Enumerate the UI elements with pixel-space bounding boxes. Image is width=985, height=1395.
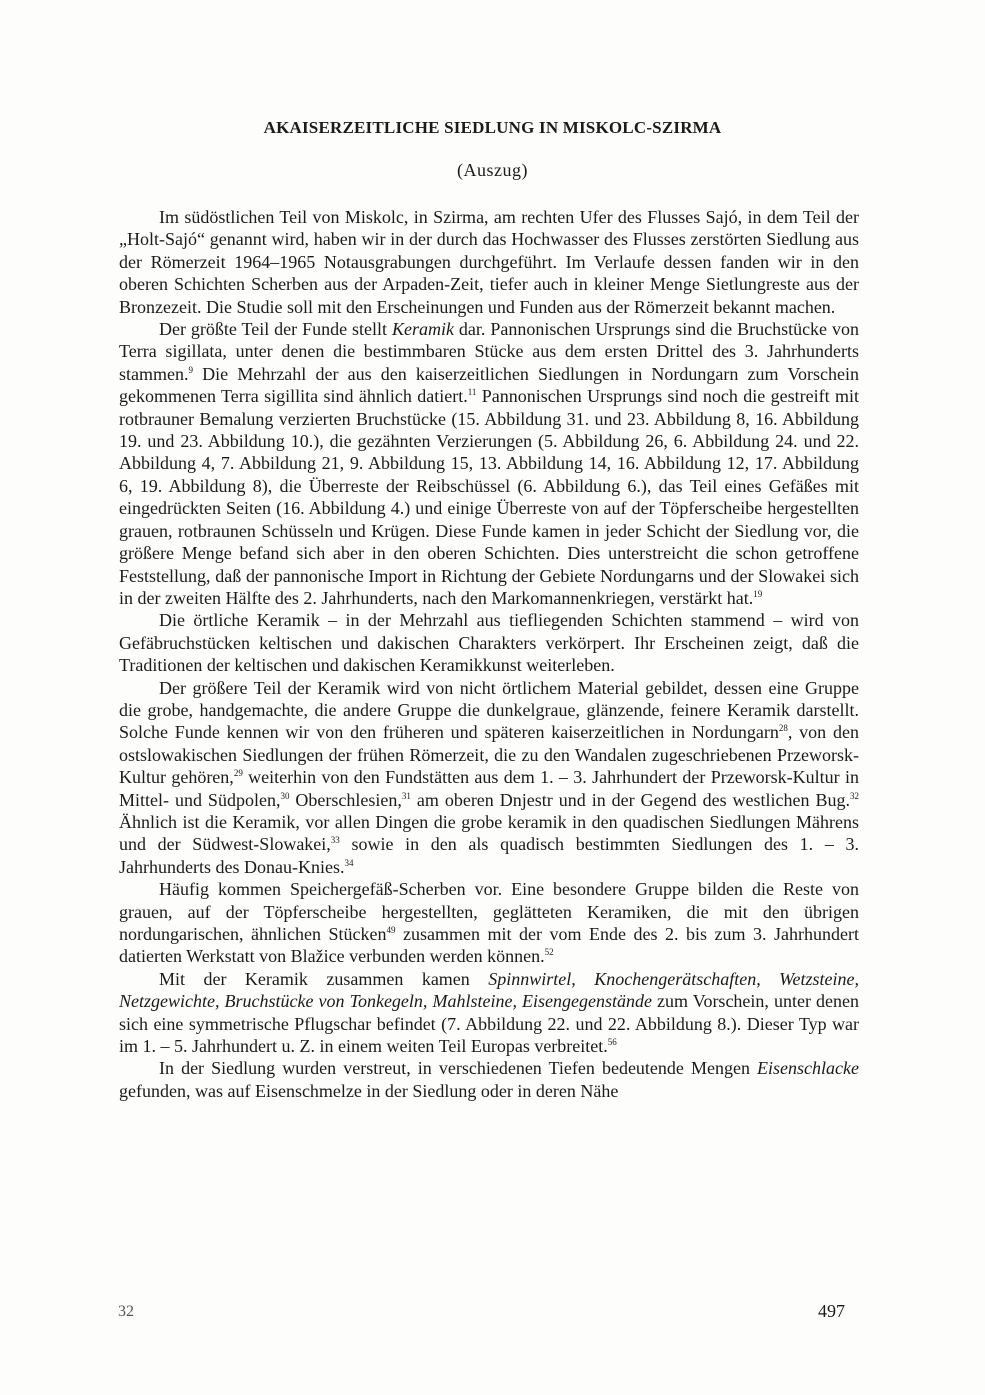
footnote-ref: 56 <box>607 1037 617 1048</box>
text-run: Der größere Teil der Keramik wird von nicht örtlichem Material gebildet, dessen eine Gruppe die grobe, handgemachte, die andere Gruppe die dunkelgraue, glänzende, feinere Keramik darstellt. Solche Funde kennen wir von den früheren und späteren kaiserzeitlichen in Nordungarn <box>119 677 859 743</box>
text-run: zusammen mit der vom Ende des 2. bis zum 3. Jahrhundert datierten Werkstatt von Blažice verbunden werden können. <box>119 924 859 967</box>
footnote-ref: 32 <box>850 790 860 801</box>
footnote-ref: 34 <box>344 857 354 868</box>
footnote-ref: 11 <box>467 387 477 398</box>
text-run: Pannonischen Ursprungs sind noch die gestreift mit rotbrauner Bemalung verzierten Bruchstücke (15. Abbildung 31. und 23. Abbildung 8, 16. Abbildung 19. und 23. Abbildung 10.), die gezähnten Verzierungen (5. Abbildung 26, 6. Abbildung 24. und 22. Abbildung 4, 7. Abbildung 21, 9. Abbildung 15, 13. Abbildung 14, 16. Abbildung 12, 17. Abbildung 6, 19. Abbildung 8), die Überreste der Reibschüssel (6. Abbildung 6.), das Teil eines Gefäßes mit eingedrückten Seiten (16. Abbildung 4.) und einige Überreste von auf der Töpferscheibe hergestellten grauen, rotbraunen Schüsseln und Krügen. Diese Funde kamen in jeder Schicht der Siedlung vor, die größere Menge befand sich aber in den oberen Schichten. Dies unterstreicht die schon getroffene Feststellung, daß der pannonische Import in Richtung der Gebiete Nordungarns und der Slowakei sich in der zweiten Hälfte des 2. Jahrhunderts, nach den Markomannenkriegen, verstärkt hat. <box>119 386 859 608</box>
article-subtitle: (Auszug) <box>457 160 528 180</box>
emphasis-keramik: Keramik <box>391 319 454 340</box>
signature-mark: 32 <box>118 1303 134 1320</box>
text-run: Die Mehrzahl der aus den kaiserzeitlichen Siedlungen in Nordungarn zum Vorschein gekommenen Terra sigillita sind ähnlich datiert. <box>119 363 859 407</box>
emphasis-finds-list: Spinnwirtel, Knochengerätschaften, Wetzsteine, Netzgewichte, Bruchstücke von Tonkegeln, Mahlsteine, Eisengegenstände <box>119 968 859 1012</box>
text-run: , von den ostslowakischen Siedlungen der frühen Römerzeit, die zu den Wandalen zugeschriebenen Przeworsk-Kultur gehören, <box>119 722 859 788</box>
article-title: AKAISERZEITLICHE SIEDLUNG IN MISKOLC-SZIRMA <box>263 118 722 137</box>
text-run: sowie in den als quadisch bestimmten Siedlungen des 1. – 3. Jahrhunderts des Donau-Knies. <box>119 834 859 877</box>
paragraph-5 <box>119 878 859 968</box>
paragraph-6 <box>119 968 859 1058</box>
text-run: Häufig kommen Speichergefäß-Scherben vor. Eine besondere Gruppe bilden die Reste von grauen, auf der Töpferscheibe hergestellten, geglätteten Keramiken, die mit den übrigen nordungarischen, ähnlichen Stücken <box>119 879 859 944</box>
footnote-ref: 33 <box>330 835 340 846</box>
text-run: Oberschlesien, <box>289 789 402 810</box>
paragraph-7 <box>119 1057 859 1102</box>
paragraph-2 <box>119 318 859 609</box>
footnote-ref: 29 <box>233 768 243 779</box>
footnote-ref: 31 <box>401 790 411 801</box>
paragraph-3: Die örtliche Keramik – in der Mehrzahl aus tiefliegenden Schichten stammend – wird von Gefäbruchstücken keltischen und dakischen Charakters verkörpert. Ihr Erscheinen zeigt, daß die Traditionen der keltischen und dakischen Keramikkunst weiterleben. <box>119 610 859 676</box>
text-run: am oberen Dnjestr und in der Gegend des westlichen Bug. <box>410 789 851 810</box>
footnote-ref: 28 <box>778 723 788 734</box>
footnote-ref: 52 <box>544 947 554 958</box>
text-run: gefunden, was auf Eisenschmelze in der Siedlung oder in deren Nähe <box>119 1080 619 1101</box>
paragraph-1: Im südöstlichen Teil von Miskolc, in Szirma, am rechten Ufer des Flusses Sajó, in dem Teil der „Holt-Sajó“ genannt wird, haben wir in der durch das Hochwasser des Flusses zerstörten Siedlung aus der Römerzeit 1964–1965 Notausgrabungen durchgeführt. Im Verlaufe dessen fanden wir in den oberen Schichten Scherben aus der Arpaden-Zeit, tiefer auch in kleiner Menge Sietlungreste aus der Bronzezeit. Die Studie soll mit den Erscheinungen und Funden aus der Römerzeit bekannt machen. <box>119 207 859 317</box>
article-body <box>119 206 859 1102</box>
footnote-ref: 49 <box>386 925 396 935</box>
emphasis-eisenschlacke: Eisenschlacke <box>757 1058 859 1079</box>
text-run: In der Siedlung wurden verstreut, in verschiedenen Tiefen bedeutende Mengen <box>159 1058 758 1079</box>
page-number: 497 <box>818 1301 845 1321</box>
paragraph-4 <box>119 677 859 879</box>
text-run: Mit der Keramik zusammen kamen <box>159 968 489 989</box>
text-run: weiterhin von den Fundstätten aus dem 1. – 3. Jahrhundert der Przeworsk-Kultur in Mittel- und Südpolen, <box>119 767 860 810</box>
text-run: Ähnlich ist die Keramik, vor allen Dingen die grobe keramik in den quadischen Siedlungen Mährens und der Südwest-Slowakei, <box>119 811 859 855</box>
footnote-ref: 19 <box>753 588 763 599</box>
footnote-ref: 30 <box>280 790 290 801</box>
text-run: dar. Pannonischen Ursprungs sind die Bruchstücke von Terra sigillata, unter denen die bestimmbaren Stücke aus dem ersten Drittel des 3. Jahrhunderts stammen. <box>119 319 859 384</box>
footnote-ref: 9 <box>188 364 193 375</box>
text-run: Der größte Teil der Funde stellt <box>159 319 392 340</box>
text-run: zum Vorschein, unter denen sich eine symmetrische Pflugschar befindet (7. Abbildung 22. und 22. Abbildung 8.). Dieser Typ war im 1. – 5. Jahrhundert u. Z. in einem weiten Teil Europas verbreitet. <box>119 991 859 1057</box>
